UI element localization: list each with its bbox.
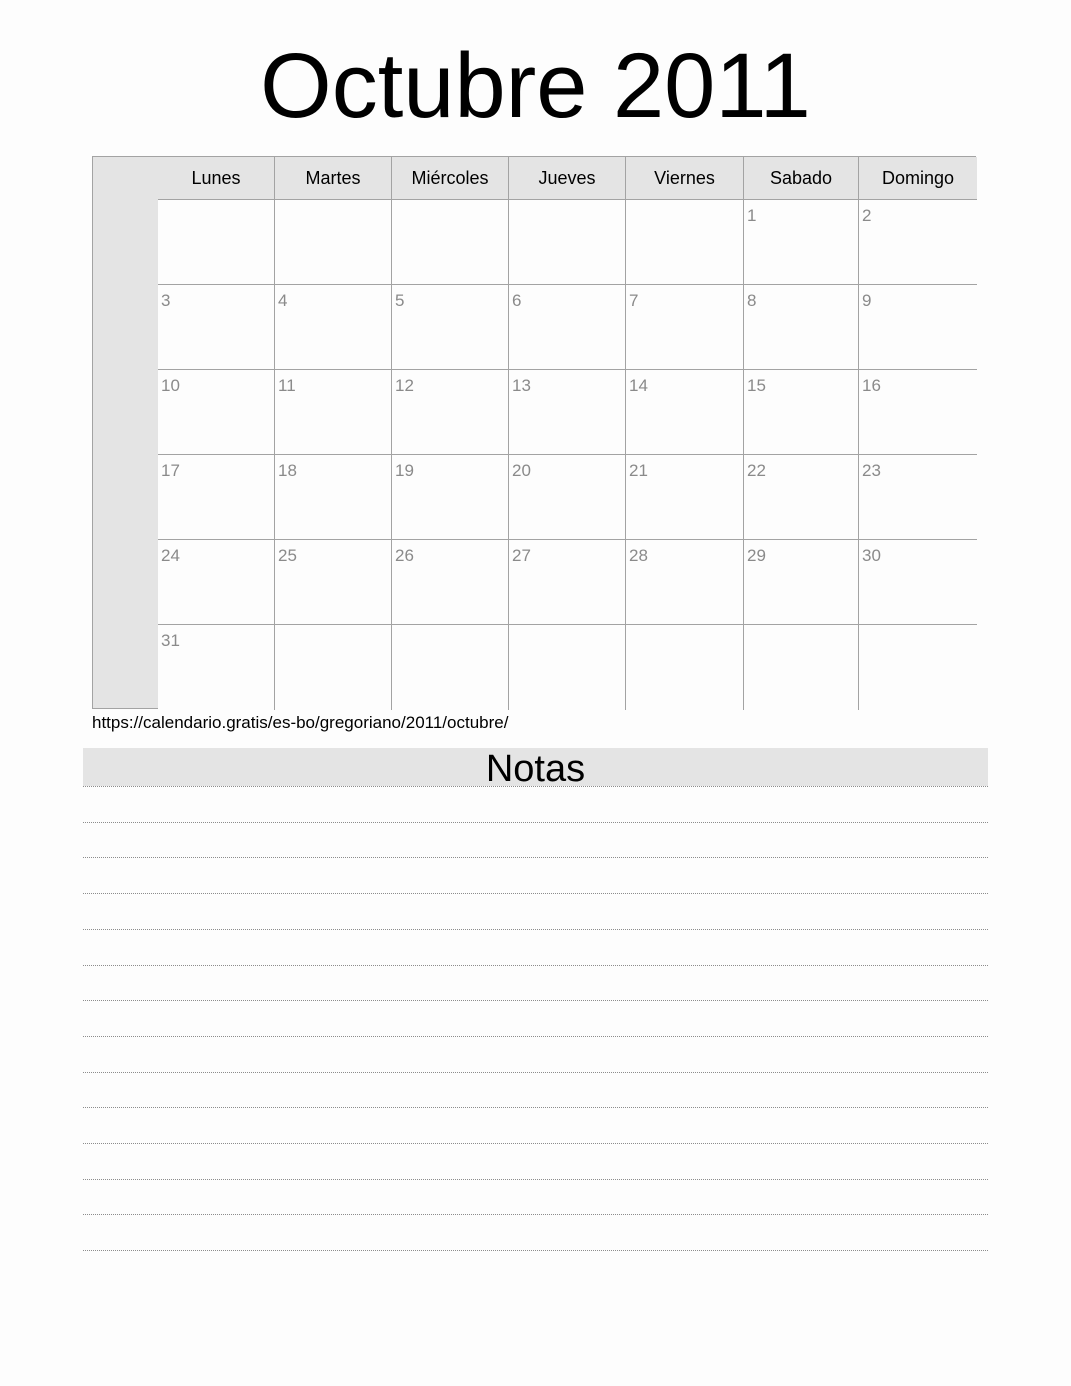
day-number: 30 [862,546,881,565]
day-cell [859,285,977,370]
day-number: 16 [862,376,881,395]
day-number: 4 [278,291,288,310]
day-cell [626,540,744,625]
day-cell [392,625,509,710]
day-number: 29 [747,546,766,565]
note-line [83,1250,988,1251]
day-cell [158,625,275,710]
day-cell [158,455,275,540]
day-cell [275,200,392,285]
day-cell [626,370,744,455]
day-cell [158,540,275,625]
note-line [83,786,988,787]
weekday-header-sabado: Sabado [744,157,859,200]
note-line [83,822,988,823]
day-number: 5 [395,291,405,310]
day-cell [275,285,392,370]
day-number: 12 [395,376,414,395]
note-line [83,857,988,858]
day-number: 14 [629,376,648,395]
day-number: 17 [161,461,180,480]
day-cell [744,540,859,625]
note-line [83,965,988,966]
day-cell [509,455,626,540]
notes-heading: Notas [83,748,988,786]
day-cell [158,370,275,455]
day-number: 11 [278,376,296,395]
day-cell [158,285,275,370]
day-number: 18 [278,461,297,480]
day-cell [509,540,626,625]
day-cell [509,285,626,370]
day-cell [626,285,744,370]
day-cell [859,455,977,540]
day-number: 27 [512,546,531,565]
note-line [83,1000,988,1001]
note-line [83,1143,988,1144]
day-number: 8 [747,291,757,310]
day-cell [392,540,509,625]
day-cell [275,540,392,625]
day-cell [158,200,275,285]
weekday-header-lunes: Lunes [158,157,275,200]
day-number: 28 [629,546,648,565]
day-number: 10 [161,376,180,395]
day-cell [392,285,509,370]
calendar-grid [92,156,976,709]
weekday-header-domingo: Domingo [859,157,977,200]
day-number: 21 [629,461,648,480]
day-cell [744,285,859,370]
day-cell [744,625,859,710]
day-number: 1 [747,206,757,225]
note-line [83,893,988,894]
day-number: 3 [161,291,171,310]
day-cell [275,370,392,455]
day-cell [275,455,392,540]
note-line [83,1214,988,1215]
note-line [83,929,988,930]
day-cell [859,540,977,625]
day-cell [859,625,977,710]
day-number: 23 [862,461,881,480]
day-number: 20 [512,461,531,480]
day-cell [626,455,744,540]
day-number: 31 [161,631,180,650]
day-cell [859,370,977,455]
day-cell [392,200,509,285]
day-number: 22 [747,461,766,480]
page-title: Octubre 2011 [260,35,811,137]
day-cell [275,625,392,710]
day-cell [626,625,744,710]
day-cell [744,455,859,540]
day-number: 15 [747,376,766,395]
note-line [83,1179,988,1180]
day-cell [509,625,626,710]
day-cell [859,200,977,285]
day-number: 2 [862,206,872,225]
day-cell [509,200,626,285]
weekday-header-miércoles: Miércoles [392,157,509,200]
week-number-column [93,157,159,708]
day-number: 13 [512,376,531,395]
day-number: 26 [395,546,414,565]
day-number: 19 [395,461,414,480]
day-cell [744,370,859,455]
weekday-header-martes: Martes [275,157,392,200]
day-cell [392,370,509,455]
day-cell [744,200,859,285]
day-cell [626,200,744,285]
day-cell [509,370,626,455]
note-line [83,1072,988,1073]
weekday-header-jueves: Jueves [509,157,626,200]
day-number: 9 [862,291,872,310]
day-number: 7 [629,291,639,310]
weekday-header-viernes: Viernes [626,157,744,200]
day-number: 25 [278,546,297,565]
day-number: 6 [512,291,522,310]
source-url: https://calendario.gratis/es-bo/gregoriano/2011/octubre/ [92,713,509,732]
day-number: 24 [161,546,180,565]
day-cell [392,455,509,540]
note-line [83,1107,988,1108]
note-line [83,1036,988,1037]
